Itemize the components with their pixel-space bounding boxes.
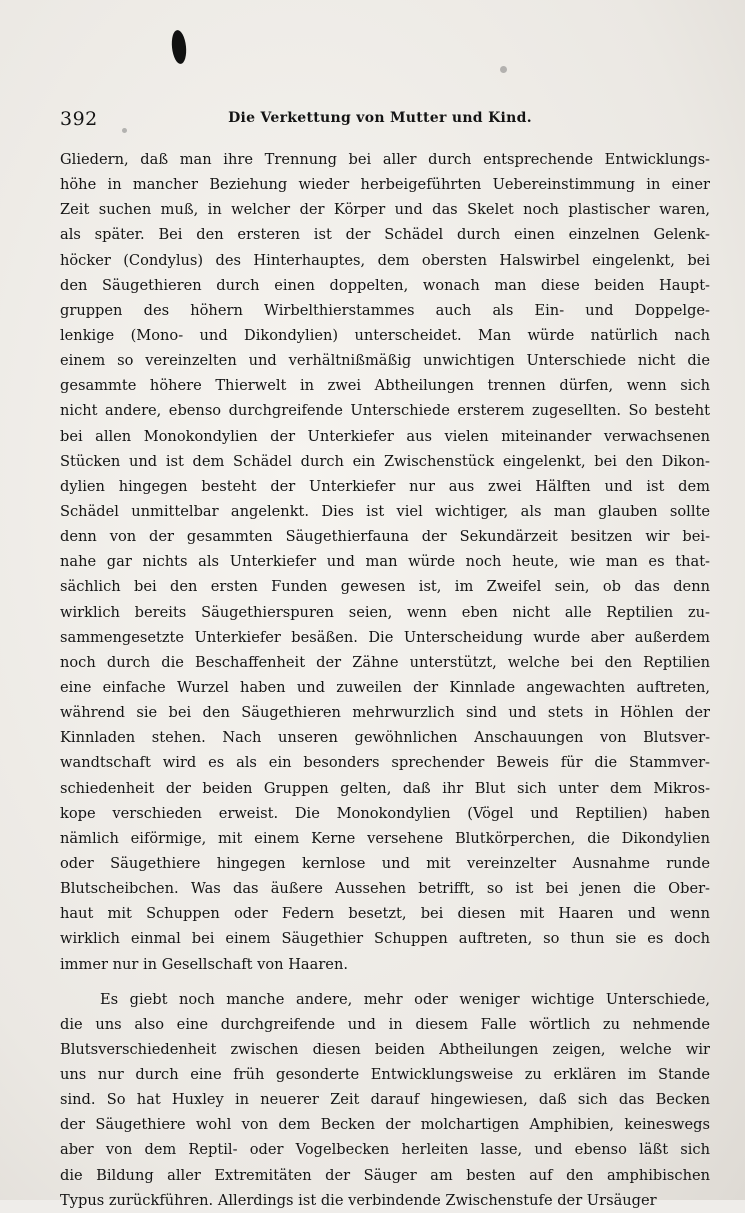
text-line: gesammte höhere Thierwelt in zwei Abtheilungen trennen dürfen, wenn sich: [60, 377, 710, 395]
text-line: die uns also eine durchgreifende und in diesem Falle wörtlich zu nehmende: [60, 1015, 710, 1033]
text-line: höhe in mancher Beziehung wieder herbeigeführten Uebereinstimmung in einer: [60, 176, 710, 194]
text-line: nicht andere, ebenso durchgreifende Unterschiede ersterem zugesellten. So besteht: [60, 402, 710, 420]
paragraph-gap: [60, 977, 710, 987]
body-text: [60, 147, 710, 1213]
text-line: uns nur durch eine früh gesonderte Entwicklungsweise zu erklären im Stande: [60, 1066, 710, 1084]
text-line: denn von der gesammten Säugethierfauna der Sekundärzeit besitzen wir bei-: [60, 528, 710, 546]
text-line: den Säugethieren durch einen doppelten, wonach man diese beiden Haupt-: [60, 276, 710, 294]
text-line: die Bildung aller Extremitäten der Säuger am besten auf den amphibischen: [60, 1166, 710, 1184]
text-line: aber von dem Reptil- oder Vogelbecken herleiten lasse, und ebenso läßt sich: [60, 1141, 710, 1159]
text-line: schiedenheit der beiden Gruppen gelten, daß ihr Blut sich unter dem Mikros-: [60, 779, 710, 797]
text-line: oder Säugethiere hingegen kernlose und mit vereinzelter Ausnahme runde: [60, 854, 710, 872]
paper-speck: [500, 66, 507, 73]
text-line: bei allen Monokondylien der Unterkiefer aus vielen miteinander verwachsenen: [60, 427, 710, 445]
paragraph: [60, 147, 710, 977]
ink-blot: [170, 29, 187, 64]
page-header: [60, 104, 710, 134]
text-line: gruppen des höhern Wirbelthierstammes auch als Ein- und Doppelge-: [60, 301, 710, 319]
text-line: einem so vereinzelten und verhältnißmäßig unwichtigen Unterschiede nicht die: [60, 352, 710, 370]
text-line: der Säugethiere wohl von dem Becken der molchartigen Amphibien, keineswegs: [60, 1116, 710, 1134]
text-line: Kinnladen stehen. Nach unseren gewöhnlichen Anschauungen von Blutsver-: [60, 729, 710, 747]
text-line: Zeit suchen muß, in welcher der Körper und das Skelet noch plastischer waren,: [60, 201, 710, 219]
text-line: während sie bei den Säugethieren mehrwurzlich sind und stets in Höhlen der: [60, 704, 710, 722]
text-line: wandtschaft wird es als ein besonders sprechender Beweis für die Stammver-: [60, 754, 710, 772]
text-line: nämlich eiförmige, mit einem Kerne versehene Blutkörperchen, die Dikondylien: [60, 829, 710, 847]
text-line: Gliedern, daß man ihre Trennung bei aller durch entsprechende Entwicklungs-: [60, 151, 710, 168]
text-line: lenkige (Mono- und Dikondylien) unterscheidet. Man würde natürlich nach: [60, 326, 710, 344]
text-line: Schädel unmittelbar angelenkt. Dies ist viel wichtiger, als man glauben sollte: [60, 502, 710, 520]
text-line: Stücken und ist dem Schädel durch ein Zwischenstück eingelenkt, bei den Dikon-: [60, 452, 710, 470]
text-line: dylien hingegen besteht der Unterkiefer nur aus zwei Hälften und ist dem: [60, 477, 710, 495]
running-title: Die Verkettung von Mutter und Kind.: [228, 110, 532, 126]
text-line: Blutsverschiedenheit zwischen diesen beiden Abtheilungen zeigen, welche wir: [60, 1040, 710, 1058]
text-line: als später. Bei den ersteren ist der Schädel durch einen einzelnen Gelenk-: [60, 226, 710, 244]
text-line: eine einfache Wurzel haben und zuweilen der Kinnlade angewachten auftreten,: [60, 678, 710, 696]
text-line: wirklich einmal bei einem Säugethier Schuppen auftreten, so thun sie es doch: [60, 930, 710, 948]
text-line: Blutscheibchen. Was das äußere Aussehen betrifft, so ist bei jenen die Ober-: [60, 880, 710, 898]
text-line: sächlich bei den ersten Funden gewesen ist, im Zweifel sein, ob das denn: [60, 578, 710, 596]
text-line: sind. So hat Huxley in neuerer Zeit darauf hingewiesen, daß sich das Becken: [60, 1091, 710, 1109]
text-line: immer nur in Gesellschaft von Haaren.: [60, 955, 348, 973]
text-line: Es giebt noch manche andere, mehr oder weniger wichtige Unterschiede,: [100, 990, 710, 1008]
page-number: 392: [60, 108, 98, 130]
text-line: sammengesetzte Unterkiefer besäßen. Die Unterscheidung wurde aber außerdem: [60, 628, 710, 646]
text-line: haut mit Schuppen oder Federn besetzt, bei diesen mit Haaren und wenn: [60, 905, 710, 923]
text-line: nahe gar nichts als Unterkiefer und man würde noch heute, wie man es that-: [60, 553, 710, 571]
text-line: wirklich bereits Säugethierspuren seien, wenn eben nicht alle Reptilien zu-: [60, 603, 710, 621]
text-line: noch durch die Beschaffenheit der Zähne unterstützt, welche bei den Reptilien: [60, 653, 710, 671]
text-line: kope verschieden erweist. Die Monokondylien (Vögel und Reptilien) haben: [60, 804, 710, 822]
text-line: Typus zurückführen. Allerdings ist die verbindende Zwischenstufe der Ursäuger: [60, 1191, 657, 1209]
text-line: höcker (Condylus) des Hinterhauptes, dem obersten Halswirbel eingelenkt, bei: [60, 251, 710, 269]
paragraph: [60, 987, 710, 1213]
